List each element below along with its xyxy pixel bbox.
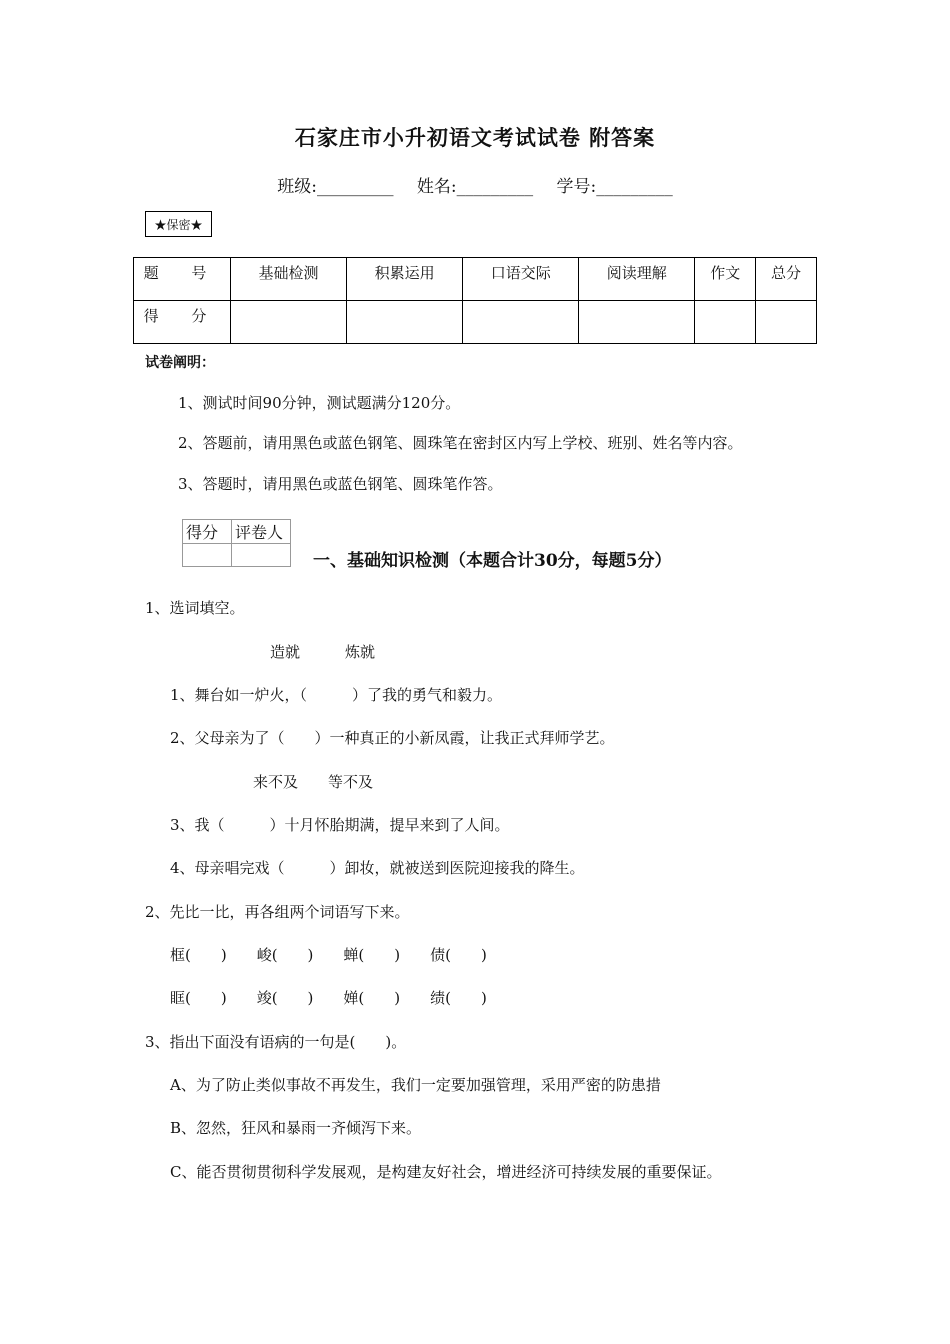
score-cell[interactable]: [231, 301, 347, 344]
question-stem: 2、先比一比，再各组两个词语写下来。: [145, 903, 410, 921]
grader-name-label: 评卷人: [232, 520, 291, 544]
confidential-badge: ★保密★: [145, 211, 212, 237]
question-sentence: 4、母亲唱完戏（ ）卸妆，就被送到医院迎接我的降生。: [170, 859, 585, 877]
header-cell: 积累运用: [347, 258, 463, 301]
question-sentence: 1、舞台如一炉火，（ ）了我的勇气和毅力。: [170, 686, 503, 704]
score-row-label: 得 分: [134, 301, 231, 344]
score-cell[interactable]: [579, 301, 695, 344]
header-cell: 作文: [695, 258, 756, 301]
score-table-header-row: [134, 258, 817, 301]
grader-name-cell[interactable]: [232, 544, 291, 567]
word-choices: 来不及 等不及: [253, 773, 374, 791]
grader-score-cell[interactable]: [183, 544, 232, 567]
header-cell: 基础检测: [231, 258, 347, 301]
header-cell: 口语交际: [463, 258, 579, 301]
header-cell: 总分: [756, 258, 817, 301]
score-table: [133, 257, 817, 344]
header-cell: 阅读理解: [579, 258, 695, 301]
question-stem: 1、选词填空。: [145, 599, 245, 617]
score-cell[interactable]: [347, 301, 463, 344]
class-field[interactable]: 班级:_________: [277, 177, 394, 197]
question-stem: 3、指出下面没有语病的一句是( )。: [145, 1033, 407, 1051]
score-cell[interactable]: [756, 301, 817, 344]
name-field[interactable]: 姓名:_________: [416, 177, 534, 197]
note-item: 2、答题前，请用黑色或蓝色钢笔、圆珠笔在密封区内写上学校、班别、姓名等内容。: [178, 434, 743, 452]
student-id-field[interactable]: 学号:_________: [556, 177, 673, 197]
student-info: [0, 172, 950, 197]
note-item: 3、答题时，请用黑色或蓝色钢笔、圆珠笔作答。: [178, 475, 503, 493]
grader-box: [182, 519, 291, 567]
option-c: C、能否贯彻贯彻科学发展观，是构建友好社会，增进经济可持续发展的重要保证。: [170, 1163, 722, 1181]
section-title: 一、基础知识检测（本题合计30分，每题5分）: [313, 551, 672, 571]
score-cell[interactable]: [463, 301, 579, 344]
option-a: A、为了防止类似事故不再发生，我们一定要加强管理，采用严密的防患措: [170, 1076, 661, 1094]
score-cell[interactable]: [695, 301, 756, 344]
question-sentence: 3、我（ ）十月怀胎期满，提早来到了人间。: [170, 816, 510, 834]
option-b: B、忽然，狂风和暴雨一齐倾泻下来。: [170, 1119, 422, 1137]
header-cell: 题 号: [134, 258, 231, 301]
note-item: 1、测试时间90分钟，测试题满分120分。: [178, 394, 461, 412]
question-sentence: 2、父母亲为了（ ）一种真正的小新凤霞，让我正式拜师学艺。: [170, 729, 615, 747]
notes-title: 试卷阐明：: [145, 355, 215, 371]
page-title: 石家庄市小升初语文考试试卷 附答案: [294, 125, 656, 150]
word-pair-row: 眶( ) 竣( ) 婵( ) 绩( ): [170, 989, 487, 1007]
word-pair-row: 框( ) 峻( ) 蝉( ) 债( ): [170, 946, 487, 964]
grader-score-label: 得分: [183, 520, 232, 544]
word-choices: 造就 炼就: [270, 643, 376, 661]
score-table-score-row: [134, 301, 817, 344]
